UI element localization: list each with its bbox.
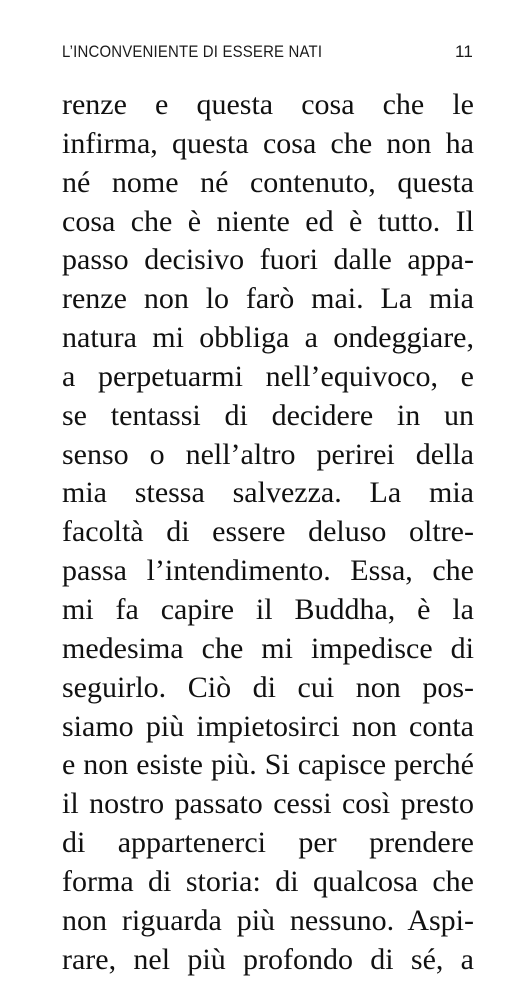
text-line: passa l’intendimento. Essa, che [62, 554, 474, 588]
text-line: forma di storia: di qualcosa che [62, 864, 474, 898]
text-line: rare, nel più profondo di sé, a [62, 942, 474, 976]
text-line: senso o nell’altro perirei della [62, 437, 474, 471]
text-line: siamo più impietosirci non conta [62, 709, 474, 743]
running-title: L’INCONVENIENTE DI ESSERE NATI [62, 42, 323, 61]
text-line: mi fa capire il Buddha, è la [62, 592, 474, 626]
text-line: mia stessa salvezza. La mia [62, 476, 474, 510]
text-line: se tentassi di decidere in un [62, 398, 474, 432]
page-number: 11 [454, 42, 473, 61]
text-line: renze e questa cosa che le [62, 88, 474, 121]
text-line: a perpetuarmi nell’equivoco, e [62, 359, 474, 393]
text-line: renze non lo farò mai. La mia [62, 282, 474, 316]
running-header [62, 42, 473, 66]
body-text [62, 86, 474, 979]
text-line: e non esiste più. Si capisce perché [62, 748, 474, 782]
text-line: il nostro passato cessi così presto [62, 787, 474, 821]
text-line: facoltà di essere deluso oltre- [62, 515, 474, 549]
text-line: seguirlo. Ciò di cui non pos- [62, 670, 474, 704]
text-line: infirma, questa cosa che non ha [62, 126, 474, 160]
text-line: natura mi obbliga a ondeggiare, [62, 321, 474, 355]
text-line: medesima che mi impedisce di [62, 631, 474, 665]
text-line: di appartenerci per prendere [62, 826, 474, 860]
text-line: né nome né contenuto, questa [62, 165, 474, 199]
text-line: passo decisivo fuori dalle appa- [62, 243, 474, 277]
text-line: cosa che è niente ed è tutto. Il [62, 204, 474, 238]
text-line: non riguarda più nessuno. Aspi- [62, 903, 474, 937]
